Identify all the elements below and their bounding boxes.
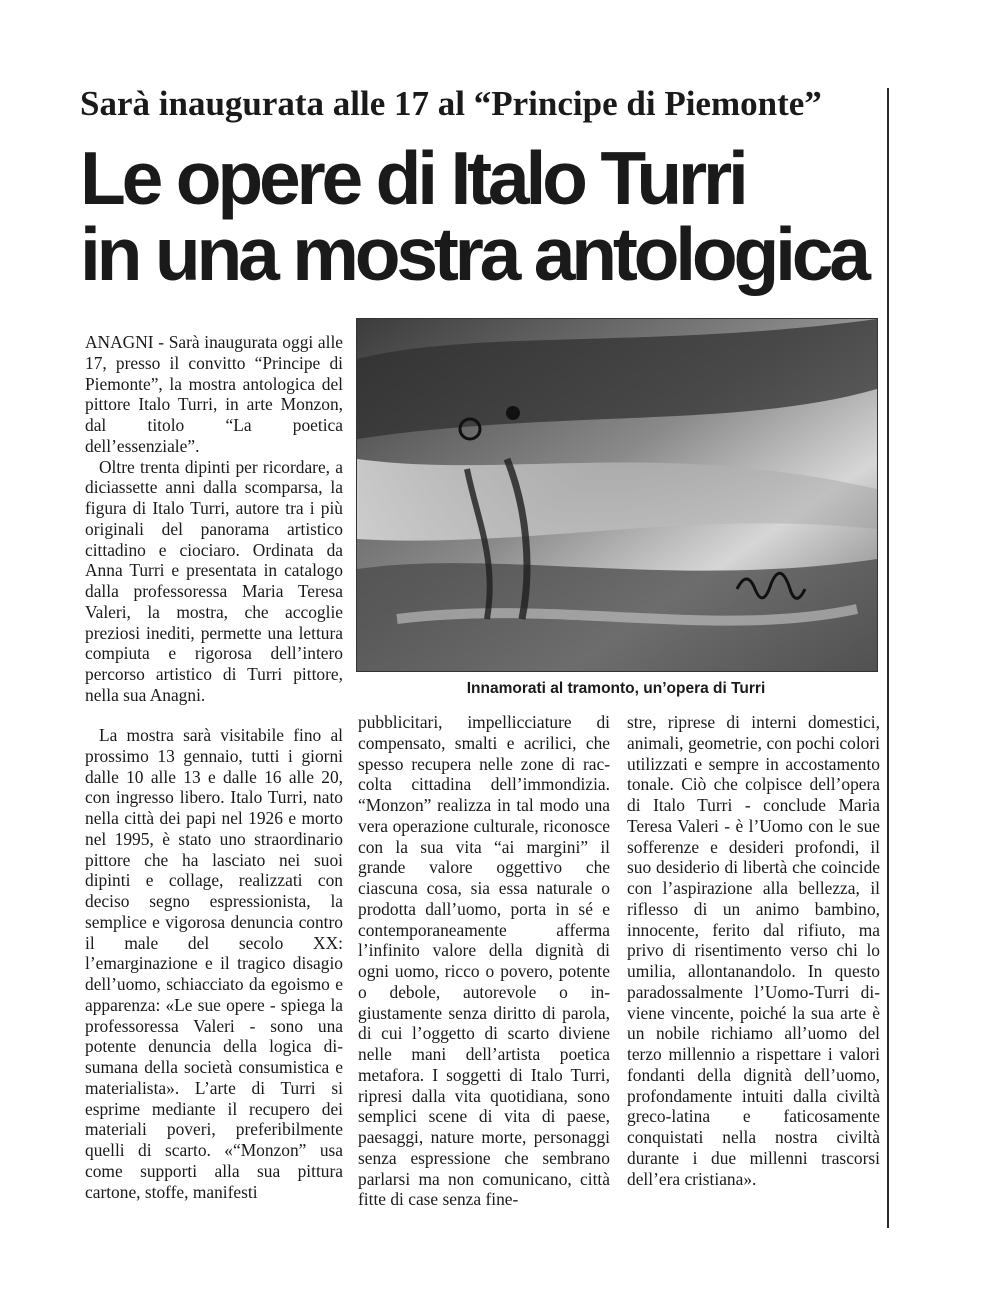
paragraph: ANAGNI - Sarà inaugurata oggi alle 17, presso il convitto “Principe di Piemonte”, la mostra antologica del pittore Italo Turri, in arte Monzon, dal titolo “La poetica dell’essenziale”. bbox=[85, 332, 343, 456]
paragraph: Oltre trenta dipinti per ricordare, a diciassette anni dalla scomparsa, la figura di Italo Turri, autore tra i più originali del panorama artistico cittadino e ciociaro. Ordinata da Anna Turri e presentata in catalogo dalla professoressa Maria Teresa Valeri, la mostra, che accoglie preziosi inediti, permette una lettura compiuta e rigorosa dell’intero percorso artistico di Turri pittore, nella sua Anagni. bbox=[85, 456, 343, 705]
paragraph: stre, riprese di interni domestici, animali, geometrie, con pochi colori utilizzati e sempre in accostamento tonale. Ciò che colpisce dell’opera di Italo Turri - conclude Maria Teresa Valeri - è l’Uomo con le sue sofferenze e desideri profondi, il suo desiderio di libertà che coincide con l’aspirazione alla bellezza, il riflesso di un animo bambino, innocente, ferito dal rifiuto, ma privo di risentimento verso chi lo umilia, allontanandolo. In questo paradossalmente l’Uomo-Turri diviene vincente, poiché la sua arte è un nobile richiamo all’uomo del terzo millennio a rispettare i valori fondanti della dignità dell’uomo, profondamente intuiti dalla civiltà greco-latina e faticosamente conquistati nella nostra civiltà durante i due millenni trascorsi dell’era cristiana». bbox=[627, 712, 880, 1189]
headline-line-2: in una mostra antologica bbox=[80, 212, 867, 296]
paragraph: La mostra sarà visitabile fino al prossimo 13 gennaio, tutti i giorni dalle 10 alle 13 e dalle 16 alle 20, con ingresso libero. Italo Turri, nato nella città dei papi nel 1926 e morto nel 1995, è stato uno straordinario pittore che ha lasciato nei suoi dipinti e collage, realizzati con deciso segno espressionista, la semplice e vigorosa denuncia contro il male del secolo XX: l’emarginazione e il tragico disagio dell’uomo, schiacciato da egoismo e apparenza: «Le sue opere - spiega la professoressa Valeri - sono una potente denuncia della logica disumana della società consumistica e materialista». L’arte di Turri si esprime mediante il recupero dei materiali poveri, preferibilmente quelli di scarto. «“Monzon” usa come supporti alla sua pittura cartone, stoffe, manifesti bbox=[85, 725, 343, 1202]
photo-caption: Innamorati al tramonto, un’opera di Turri bbox=[466, 680, 766, 697]
paragraph: pubblicitari, impellicciature di compensato, smalti e acrilici, che spesso recupera nelle zone di raccolta cittadina dell’immondizia. “Monzon” realizza in tal modo una vera operazione culturale, riconosce con la sua vita “ai margini” il grande valore oggettivo che ciascuna cosa, sia essa naturale o prodotta dall’uomo, porta in sé e contemporaneamente afferma l’infinito valore della dignità di ogni uomo, ricco o povero, potente o debole, autorevole o ingiustamente senza diritto di parola, di cui l’oggetto di scarto diviene nelle mani dell’artista poetica metafora. I soggetti di Italo Turri, ripresi dalla vita quotidiana, sono semplici scene di vita di paese, paesaggi, nature morte, personaggi senza espressione che sembrano parlarsi ma non comunicano, città fitte di case senza fine- bbox=[358, 712, 610, 1210]
article-kicker: Sarà inaugurata alle 17 al “Principe di Piemonte” bbox=[80, 84, 822, 123]
article-column-3 bbox=[627, 712, 880, 1189]
article-column-1-top bbox=[85, 332, 343, 706]
article-column-1-bottom bbox=[85, 725, 343, 1202]
column-rule bbox=[887, 88, 889, 1228]
article-headline bbox=[80, 136, 880, 296]
painting-image bbox=[357, 319, 877, 671]
article-photo bbox=[356, 318, 878, 672]
headline-line-1: Le opere di Italo Turri bbox=[80, 136, 745, 220]
article-column-2 bbox=[358, 712, 610, 1210]
